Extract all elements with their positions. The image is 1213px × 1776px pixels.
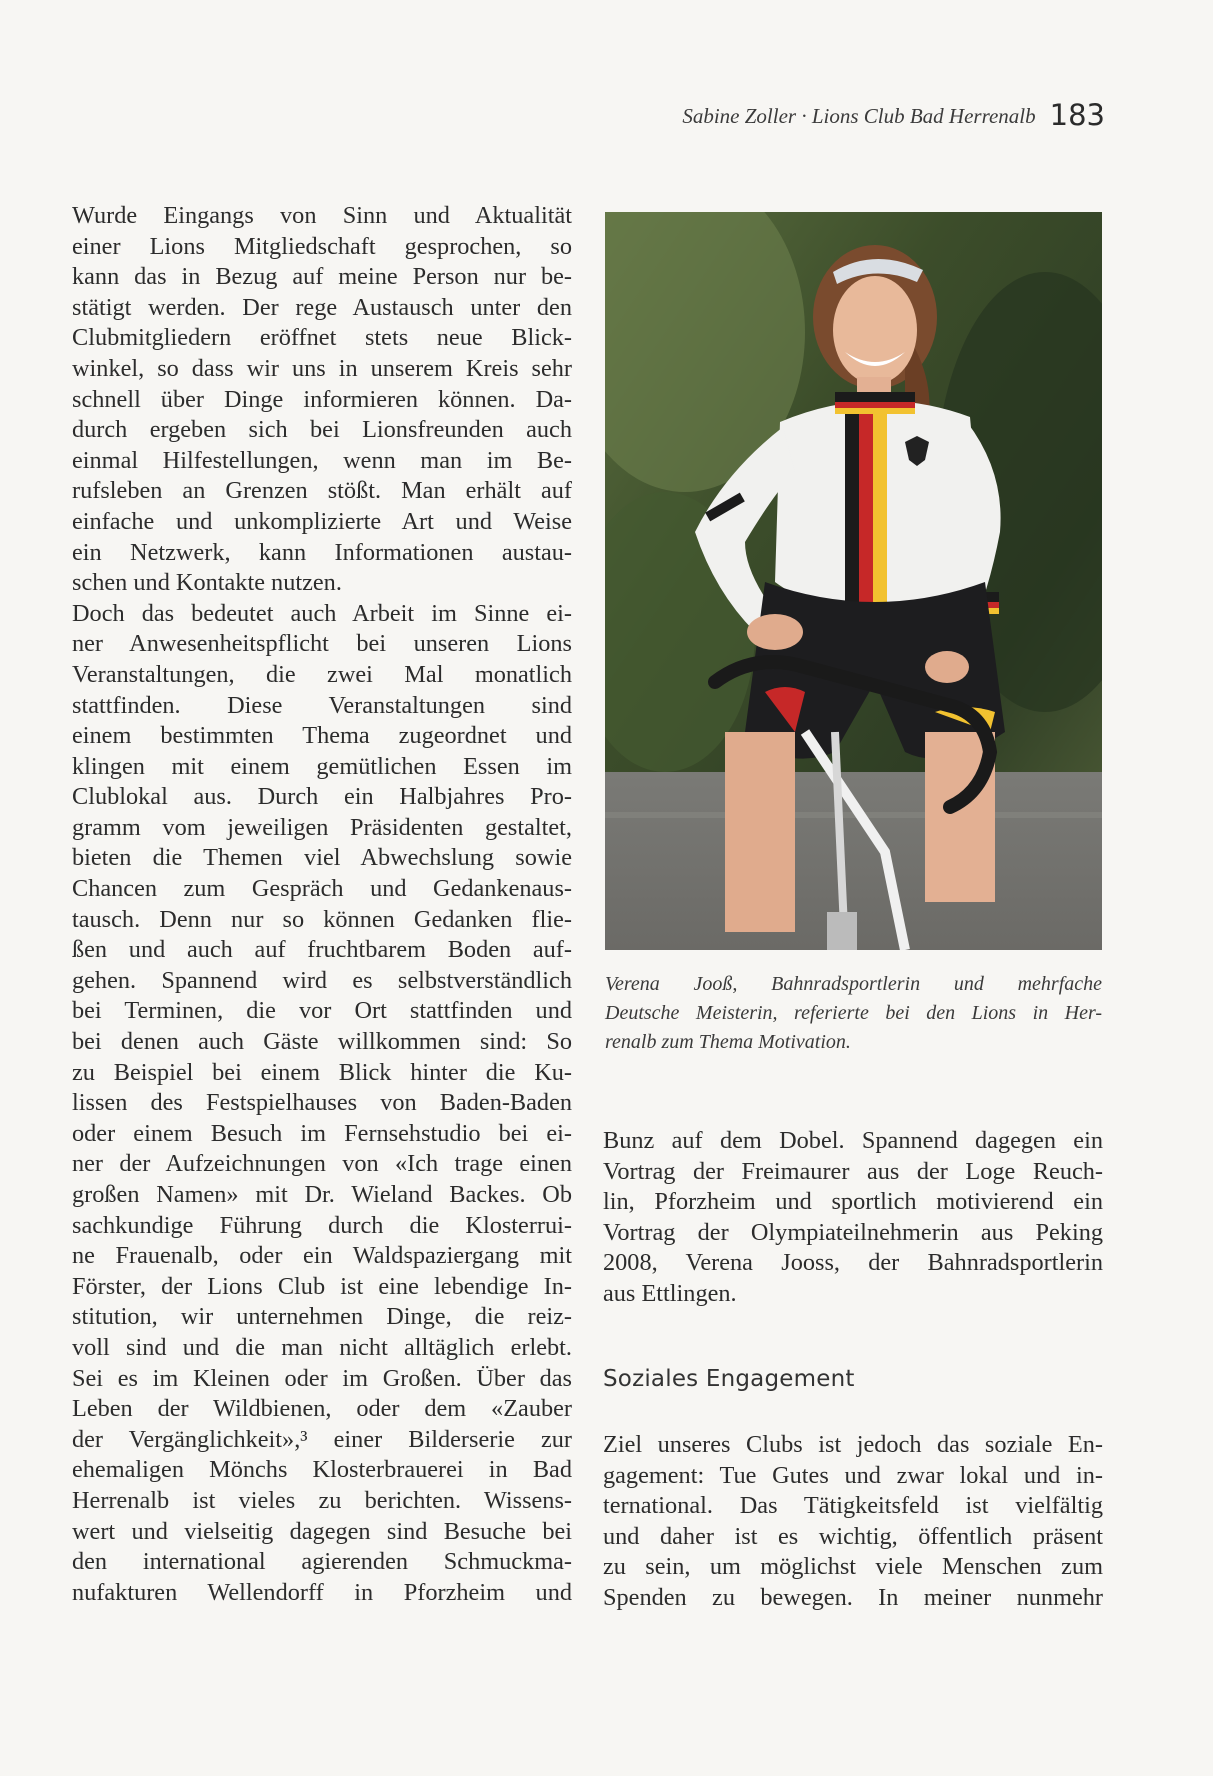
cyclist-photo-illustration <box>605 212 1102 950</box>
text-line: aus Ettlingen. <box>603 1279 737 1307</box>
text-line: klingen mit einem gemütlichen Essen im <box>72 752 572 780</box>
text-line: stätigt werden. Der rege Austausch unter den <box>72 293 572 321</box>
text-line: schen und Kontakte nutzen. <box>72 569 342 597</box>
text-line: Veranstaltungen, die zwei Mal monatlich <box>72 660 572 688</box>
text-line: ner der Aufzeichnungen von «Ich trage einen <box>72 1150 572 1178</box>
text-line: Vortrag der Olympiateilnehmerin aus Peking <box>603 1218 1103 1246</box>
text-line: ßen und auch auf fruchtbarem Boden auf- <box>72 936 572 964</box>
text-line: ternational. Das Tätigkeitsfeld ist vielfältig <box>603 1492 1103 1520</box>
text-line: einer Lions Mitgliedschaft gesprochen, so <box>72 232 572 260</box>
text-line: einem bestimmten Thema zugeordnet und <box>72 722 572 750</box>
text-line: voll sind und die man nicht alltäglich erlebt. <box>72 1333 572 1361</box>
page-number: 183 <box>1049 98 1105 132</box>
text-line: tausch. Denn nur so können Gedanken flie- <box>72 905 572 933</box>
text-line: ner Anwesenheitspflicht bei unseren Lions <box>72 630 572 658</box>
text-line: und daher ist es wichtig, öffentlich präsent <box>603 1522 1103 1550</box>
right-column-paragraph-2 <box>603 1430 1103 1614</box>
text-line: sachkundige Führung durch die Klosterrui- <box>72 1211 572 1239</box>
text-line: Herrenalb ist vieles zu berichten. Wissens- <box>72 1486 572 1514</box>
text-line: zu Beispiel bei einem Blick hinter die Ku- <box>72 1058 572 1086</box>
text-line: Wurde Eingangs von Sinn und Aktualität <box>72 202 572 229</box>
text-line: lin, Pforzheim und sportlich motivierend ein <box>603 1188 1103 1216</box>
left-column-text <box>72 201 572 1608</box>
text-line: bei denen auch Gäste willkommen sind: So <box>72 1028 572 1056</box>
text-line: rufsleben an Grenzen stößt. Man erhält auf <box>72 477 572 505</box>
text-line: wert und vielseitig dagegen sind Besuche bei <box>72 1517 572 1545</box>
text-line: kann das in Bezug auf meine Person nur be- <box>72 263 572 291</box>
caption-line: Verena Jooß, Bahnradsportlerin und mehrfache <box>605 973 1102 995</box>
text-line: bieten die Themen viel Abwechslung sowie <box>72 844 572 872</box>
text-line: Förster, der Lions Club ist eine lebendige In- <box>72 1272 572 1300</box>
text-line: zu sein, um möglichst viele Menschen zum <box>603 1553 1103 1581</box>
text-line: Leben der Wildbienen, oder dem «Zauber <box>72 1395 572 1423</box>
text-line: oder einem Besuch im Fernsehstudio bei ei- <box>72 1119 572 1147</box>
text-line: winkel, so dass wir uns in unserem Kreis sehr <box>72 354 572 382</box>
caption-line: Deutsche Meisterin, referierte bei den Lions in Her- <box>605 1002 1102 1024</box>
text-line: ne Frauenalb, oder ein Waldspaziergang mit <box>72 1242 572 1270</box>
running-head: Sabine Zoller · Lions Club Bad Herrenalb <box>682 104 1036 128</box>
text-line: lissen des Festspielhauses von Baden-Baden <box>72 1089 572 1117</box>
right-column-paragraph-1 <box>603 1126 1103 1310</box>
text-line: einfache und unkomplizierte Art und Weise <box>72 507 572 535</box>
text-line: den international agierenden Schmuckma- <box>72 1548 572 1576</box>
text-line: gehen. Spannend wird es selbstverständlich <box>72 966 572 994</box>
text-line: ehemaligen Mönchs Klosterbrauerei in Bad <box>72 1456 572 1484</box>
text-line: Clubmitgliedern eröffnet stets neue Blick- <box>72 324 572 352</box>
text-line: großen Namen» mit Dr. Wieland Backes. Ob <box>72 1181 572 1208</box>
text-line: bei Terminen, die vor Ort stattfinden und <box>72 997 572 1025</box>
text-line: nufakturen Wellendorff in Pforzheim und <box>72 1578 572 1606</box>
text-line: durch ergeben sich bei Lionsfreunden auch <box>72 416 572 444</box>
text-line: Ziel unseres Clubs ist jedoch das soziale En- <box>603 1431 1103 1458</box>
cyclist-photo <box>605 212 1102 950</box>
text-line: Doch das bedeutet auch Arbeit im Sinne ei- <box>72 599 572 627</box>
text-line: gramm vom jeweiligen Präsidenten gestaltet, <box>72 813 572 841</box>
text-line: schnell über Dinge informieren können. Da- <box>72 385 572 413</box>
text-line: Spenden zu bewegen. In meiner nunmehr <box>603 1583 1103 1611</box>
photo-caption <box>605 970 1102 1057</box>
text-line: Bunz auf dem Dobel. Spannend dagegen ein <box>603 1127 1103 1154</box>
text-line: stitution, wir unternehmen Dinge, die reiz- <box>72 1303 572 1331</box>
text-line: 2008, Verena Jooss, der Bahnradsportlerin <box>603 1249 1103 1277</box>
text-line: Vortrag der Freimaurer aus der Loge Reuch- <box>603 1157 1103 1185</box>
text-line: Sei es im Kleinen oder im Großen. Über das <box>72 1364 572 1392</box>
text-line: der Vergänglichkeit»,³ einer Bilderserie zur <box>72 1425 572 1453</box>
text-line: Chancen zum Gespräch und Gedankenaus- <box>72 875 572 903</box>
text-line: gagement: Tue Gutes und zwar lokal und in- <box>603 1461 1103 1489</box>
text-line: ein Netzwerk, kann Informationen austau- <box>72 538 572 566</box>
section-heading: Soziales Engagement <box>603 1366 855 1392</box>
page-header <box>560 98 1105 132</box>
text-line: stattfinden. Diese Veranstaltungen sind <box>72 691 572 719</box>
text-line: einmal Hilfestellungen, wenn man im Be- <box>72 446 572 474</box>
text-line: Clublokal aus. Durch ein Halbjahres Pro- <box>72 783 572 811</box>
caption-line: renalb zum Thema Motivation. <box>605 1031 851 1053</box>
